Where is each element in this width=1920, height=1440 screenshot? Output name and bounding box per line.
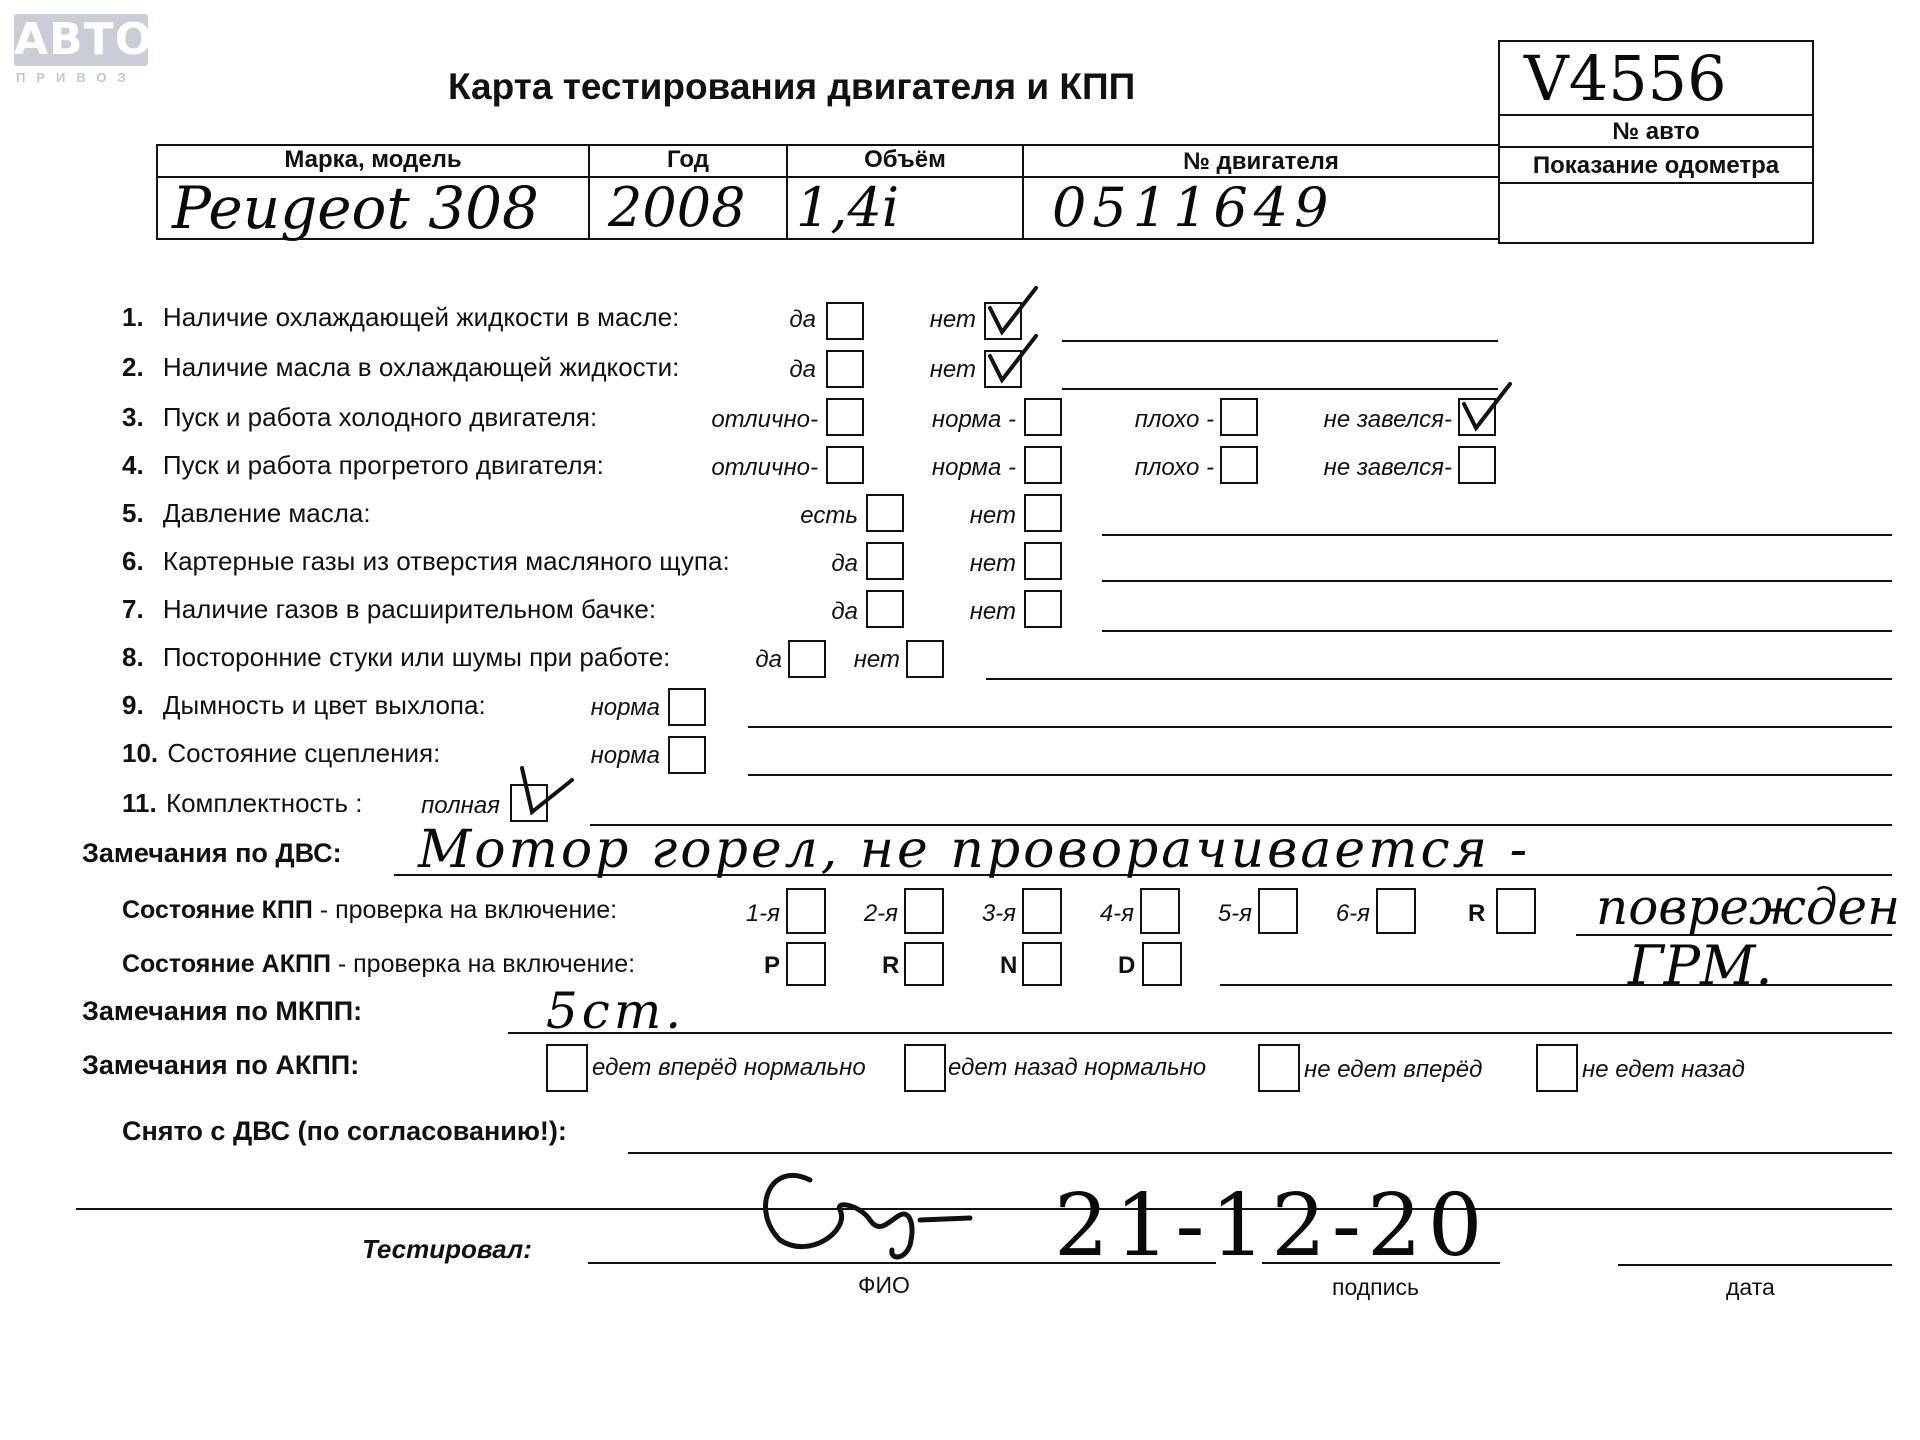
option-label: да	[789, 306, 816, 333]
brand-logo	[14, 14, 154, 88]
item-label: Картерные газы из отверстия масляного щупа:	[162, 546, 730, 576]
item-number: 8.	[122, 642, 144, 672]
option-label: отлично-	[711, 454, 818, 481]
checklist-item-2	[122, 352, 679, 383]
checkbox-warm-start-excellent[interactable]	[826, 446, 864, 484]
checklist-item-8	[122, 642, 670, 673]
mkpp-remarks-label: Замечания по МКПП:	[82, 996, 363, 1026]
option-label: не завелся-	[1323, 406, 1452, 433]
comment-line	[1102, 630, 1892, 632]
checkbox-cold-start-excellent[interactable]	[826, 398, 864, 436]
item-number: 11.	[122, 788, 157, 818]
tested-date-line	[1618, 1264, 1892, 1266]
checkbox-cold-start-bad[interactable]	[1220, 398, 1258, 436]
checkbox-coolant-in-oil-yes[interactable]	[826, 302, 864, 340]
checklist-item-3	[122, 402, 597, 433]
logo-sub-text: ПРИВОЗ	[16, 70, 137, 85]
checkbox-warm-start-bad[interactable]	[1220, 446, 1258, 484]
checkbox-gear-3[interactable]	[1022, 888, 1062, 934]
checkmark-icon	[984, 330, 1044, 390]
item-number: 6.	[122, 546, 144, 576]
checkbox-akpp-d[interactable]	[1142, 942, 1182, 986]
checkbox-oil-in-coolant-yes[interactable]	[826, 350, 864, 388]
checkbox-gear-5[interactable]	[1258, 888, 1298, 934]
checkbox-akpp-p[interactable]	[786, 942, 826, 986]
gear-label: 6-я	[1335, 900, 1370, 927]
column-header-engine-number: № двигателя	[1183, 148, 1339, 175]
akpp-mode-label: D	[1118, 952, 1136, 979]
year-value: 2008	[608, 176, 746, 239]
item-label: Комплектность :	[165, 788, 363, 818]
option-label: нет	[969, 550, 1016, 577]
option-label: плохо -	[1134, 406, 1214, 433]
akpp-remarks-label: Замечания по АКПП:	[82, 1050, 360, 1080]
odometer-label: Показание одометра	[1532, 152, 1780, 179]
option-label: есть	[800, 502, 858, 529]
option-label: отлично-	[711, 406, 818, 433]
column-header-year: Год	[667, 146, 709, 173]
checkbox-crankcase-gases-no[interactable]	[1024, 542, 1062, 580]
option-label: полная	[421, 792, 500, 819]
akpp-option-label: не едет вперёд	[1304, 1056, 1483, 1083]
option-label: нет	[929, 306, 976, 333]
item-label: Дымность и цвет выхлопа:	[162, 690, 486, 720]
checkbox-gear-2[interactable]	[904, 888, 944, 934]
car-number-handwritten: V4556	[1524, 42, 1727, 115]
item-number: 2.	[122, 352, 144, 382]
removed-label: Снято с ДВС (по согласованию!):	[122, 1116, 567, 1146]
checkbox-no-forward[interactable]	[1258, 1044, 1300, 1092]
option-label: да	[789, 356, 816, 383]
gear-label: 4-я	[1099, 900, 1134, 927]
checkbox-gear-4[interactable]	[1140, 888, 1180, 934]
kpp-label-bold: Состояние КПП	[122, 896, 313, 924]
kpp-label	[122, 896, 617, 925]
item-label: Пуск и работа холодного двигателя:	[162, 402, 598, 432]
checklist-item-1	[122, 302, 679, 333]
checkbox-expansion-tank-gases-no[interactable]	[1024, 590, 1062, 628]
signature-icon	[740, 1150, 980, 1270]
option-label: нет	[929, 356, 976, 383]
gear-label: 5-я	[1217, 900, 1252, 927]
checkbox-warm-start-normal[interactable]	[1024, 446, 1062, 484]
checkbox-no-reverse[interactable]	[1536, 1044, 1578, 1092]
option-label: да	[831, 598, 858, 625]
dvs-remarks-label: Замечания по ДВС:	[82, 838, 342, 868]
mkpp-remarks-line	[508, 1032, 1892, 1034]
checkbox-expansion-tank-gases-yes[interactable]	[866, 590, 904, 628]
item-label: Посторонние стуки или шумы при работе:	[162, 642, 671, 672]
mkpp-remarks-handwritten: 5ст.	[546, 982, 686, 1040]
item-number: 7.	[122, 594, 144, 624]
checkmark-icon	[1458, 378, 1518, 438]
comment-line	[1062, 340, 1498, 342]
item-label: Наличие масла в охлаждающей жидкости:	[162, 352, 680, 382]
akpp-option-label: едет назад нормально	[948, 1054, 1207, 1081]
checkbox-gear-1[interactable]	[786, 888, 826, 934]
dvs-remarks-handwritten-1: Мотор горел, не проворачивается -	[418, 820, 1531, 880]
divider	[1500, 114, 1812, 116]
tested-label: Тестировал:	[362, 1234, 532, 1264]
comment-line	[1102, 580, 1892, 582]
checkbox-oil-pressure-no[interactable]	[1024, 494, 1062, 532]
akpp-mode-label: P	[764, 952, 781, 979]
checkbox-gear-6[interactable]	[1376, 888, 1416, 934]
comment-line	[748, 726, 1892, 728]
gear-label: 1-я	[745, 900, 780, 927]
checklist-item-7	[122, 594, 656, 625]
option-label: нет	[969, 598, 1016, 625]
option-label: норма -	[931, 454, 1016, 481]
date-caption: дата	[1726, 1274, 1775, 1300]
option-label: норма	[590, 694, 660, 721]
checklist-item-4	[122, 450, 604, 481]
checklist-item-11	[122, 788, 362, 819]
checkbox-akpp-r[interactable]	[904, 942, 944, 986]
checkbox-clutch-normal[interactable]	[668, 736, 706, 774]
engine-number-value: 0511649	[1052, 176, 1335, 239]
option-label: да	[831, 550, 858, 577]
item-label: Пуск и работа прогретого двигателя:	[162, 450, 604, 480]
option-label: не завелся-	[1323, 454, 1452, 481]
dvs-remarks-handwritten-2: поврежден	[1596, 878, 1901, 936]
option-label: да	[755, 646, 782, 673]
column-header-volume: Объём	[864, 146, 946, 173]
akpp-mode-label: N	[1000, 952, 1018, 979]
checklist-item-10	[122, 738, 440, 769]
removed-line-2	[76, 1208, 1892, 1210]
comment-line	[748, 774, 1892, 776]
akpp-label-bold: Состояние АКПП	[122, 950, 331, 978]
checkbox-oil-pressure-yes[interactable]	[866, 494, 904, 532]
akpp-mode-label: R	[882, 952, 900, 979]
checkbox-gear-r[interactable]	[1496, 888, 1536, 934]
checkbox-akpp-n[interactable]	[1022, 942, 1062, 986]
item-number: 4.	[122, 450, 144, 480]
akpp-label-rest: - проверка на включение:	[330, 950, 636, 978]
tested-date-handwritten: 21-12-20	[1054, 1176, 1489, 1276]
checkmark-icon	[516, 760, 576, 820]
item-label: Давление масла:	[162, 498, 371, 528]
checklist-item-6	[122, 546, 730, 577]
volume-value: 1,4i	[796, 176, 900, 239]
checkbox-cold-start-normal[interactable]	[1024, 398, 1062, 436]
item-number: 10.	[122, 738, 159, 768]
divider	[1500, 182, 1812, 184]
akpp-comment-line	[1220, 984, 1892, 986]
dvs-remarks-handwritten-3: ГРМ.	[1628, 934, 1773, 997]
gear-label: 2-я	[863, 900, 898, 927]
odometer-value	[1510, 190, 1800, 234]
logo-main-text: АВТО	[14, 14, 154, 65]
model-value: Peugeot 308	[172, 174, 539, 242]
document-title: Карта тестирования двигателя и КПП	[448, 66, 1136, 107]
item-label: Наличие газов в расширительном бачке:	[162, 594, 657, 624]
akpp-label	[122, 950, 635, 979]
gear-label: R	[1468, 900, 1486, 927]
checkbox-warm-start-no-start[interactable]	[1458, 446, 1496, 484]
option-label: нет	[853, 646, 900, 673]
item-label: Наличие охлаждающей жидкости в масле:	[162, 302, 680, 332]
akpp-option-label: едет вперёд нормально	[592, 1054, 866, 1081]
checkbox-knocks-no[interactable]	[906, 640, 944, 678]
item-number: 5.	[122, 498, 144, 528]
checklist-item-9	[122, 690, 486, 721]
comment-line	[1102, 534, 1892, 536]
gear-label: 3-я	[981, 900, 1016, 927]
checkbox-forward-normal[interactable]	[546, 1044, 588, 1092]
fio-caption: ФИО	[858, 1272, 910, 1298]
option-label: норма -	[931, 406, 1016, 433]
option-label: нет	[969, 502, 1016, 529]
option-label: плохо -	[1134, 454, 1214, 481]
checkbox-crankcase-gases-yes[interactable]	[866, 542, 904, 580]
checklist-item-5	[122, 498, 371, 529]
signature-caption: подпись	[1332, 1274, 1419, 1300]
kpp-label-rest: - проверка на включение:	[312, 896, 618, 924]
akpp-option-label: не едет назад	[1582, 1056, 1745, 1083]
checkbox-exhaust-normal[interactable]	[668, 688, 706, 726]
comment-line	[1062, 388, 1498, 390]
checkbox-reverse-normal[interactable]	[904, 1044, 946, 1092]
checkbox-knocks-yes[interactable]	[788, 640, 826, 678]
option-label: норма	[590, 742, 660, 769]
item-number: 1.	[122, 302, 144, 332]
divider	[1500, 146, 1812, 148]
item-number: 3.	[122, 402, 144, 432]
column-header-model: Марка, модель	[284, 146, 462, 173]
item-number: 9.	[122, 690, 144, 720]
item-label: Состояние сцепления:	[167, 738, 441, 768]
comment-line	[986, 678, 1892, 680]
car-number-label: № авто	[1612, 118, 1700, 145]
